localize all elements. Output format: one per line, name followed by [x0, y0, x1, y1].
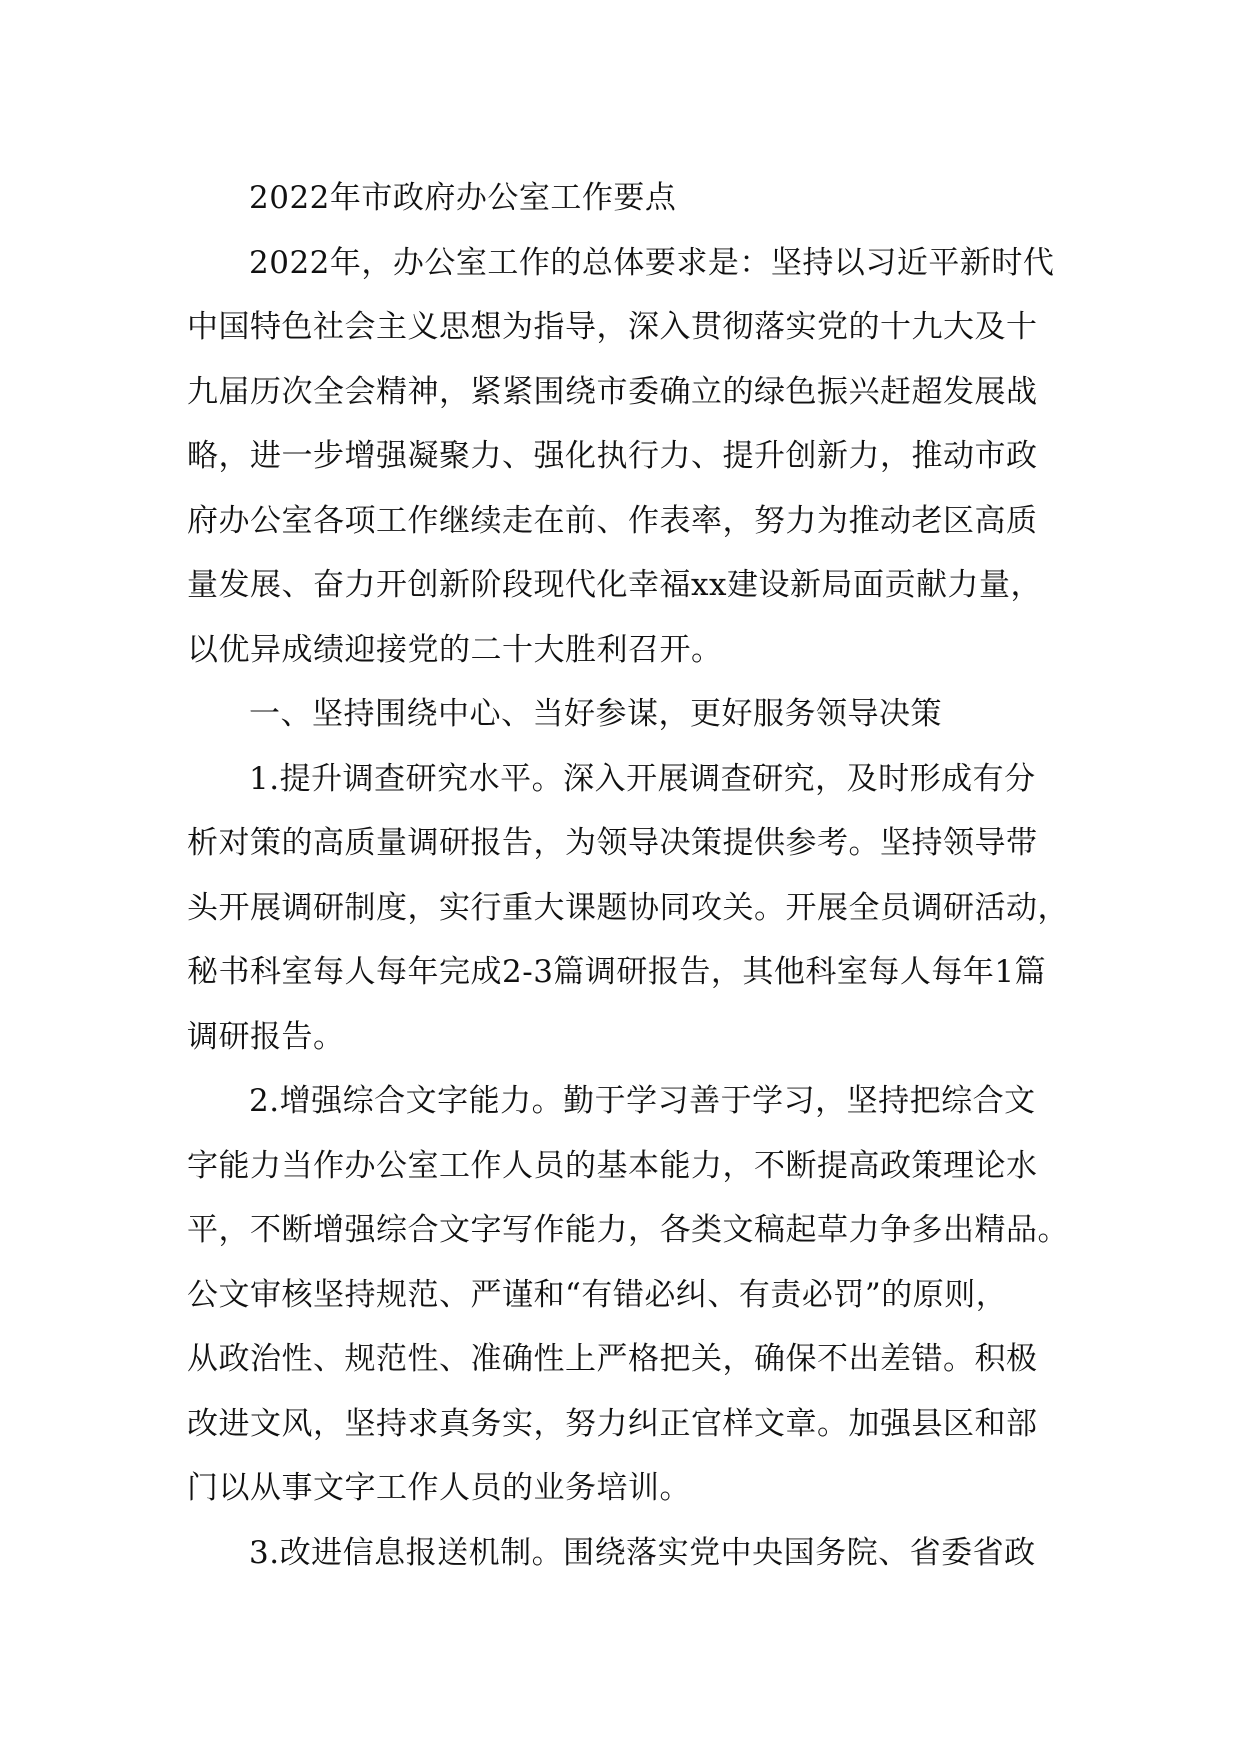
paragraph-line: 析对策的高质量调研报告，为领导决策提供参考。坚持领导带: [187, 825, 1038, 861]
paragraph-line: 字能力当作办公室工作人员的基本能力，不断提高政策理论水: [187, 1147, 1038, 1184]
paragraph-line: 府办公室各项工作继续走在前、作表率，努力为推动老区高质: [187, 502, 1038, 539]
paragraph-line: 公文审核坚持规范、严谨和“有错必纠、有责必罚”的原则，: [187, 1276, 1008, 1313]
paragraph-line: 2.增强综合文字能力。勤于学习善于学习，坚持把综合文: [249, 1083, 1036, 1119]
paragraph-line: 以优异成绩迎接党的二十大胜利召开。: [187, 631, 723, 668]
document-body: [187, 166, 1067, 1585]
paragraph-line: 头开展调研制度，实行重大课题协同攻关。开展全员调研活动，: [187, 889, 1069, 926]
paragraph-line: 略，进一步增强凝聚力、强化执行力、提升创新力，推动市政: [187, 438, 1038, 474]
paragraph-line: 秘书科室每人每年完成2-3篇调研报告，其他科室每人每年1篇: [187, 954, 1047, 990]
paragraph-line: 改进文风，坚持求真务实，努力纠正官样文章。加强县区和部: [187, 1405, 1038, 1442]
paragraph-line: 1.提升调查研究水平。深入开展调查研究，及时形成有分: [249, 760, 1036, 797]
document-title: 2022年市政府办公室工作要点: [249, 180, 677, 216]
paragraph-line: 门以从事文字工作人员的业务培训。: [187, 1470, 691, 1506]
paragraph-line: 3.改进信息报送机制。围绕落实党中央国务院、省委省政: [249, 1534, 1036, 1571]
paragraph-line: 2022年，办公室工作的总体要求是：坚持以习近平新时代: [249, 244, 1055, 281]
section-heading: 一、坚持围绕中心、当好参谋，更好服务领导决策: [249, 696, 942, 732]
paragraph-line: 九届历次全会精神，紧紧围绕市委确立的绿色振兴赶超发展战: [187, 373, 1038, 410]
paragraph-line: 调研报告。: [187, 1018, 345, 1055]
paragraph-line: 量发展、奋力开创新阶段现代化幸福xx建设新局面贡献力量，: [187, 567, 1042, 603]
paragraph-line: 从政治性、规范性、准确性上严格把关，确保不出差错。积极: [187, 1341, 1038, 1377]
paragraph-line: 平，不断增强综合文字写作能力，各类文稿起草力争多出精品。: [187, 1212, 1069, 1248]
paragraph-line: 中国特色社会主义思想为指导，深入贯彻落实党的十九大及十: [187, 309, 1038, 345]
